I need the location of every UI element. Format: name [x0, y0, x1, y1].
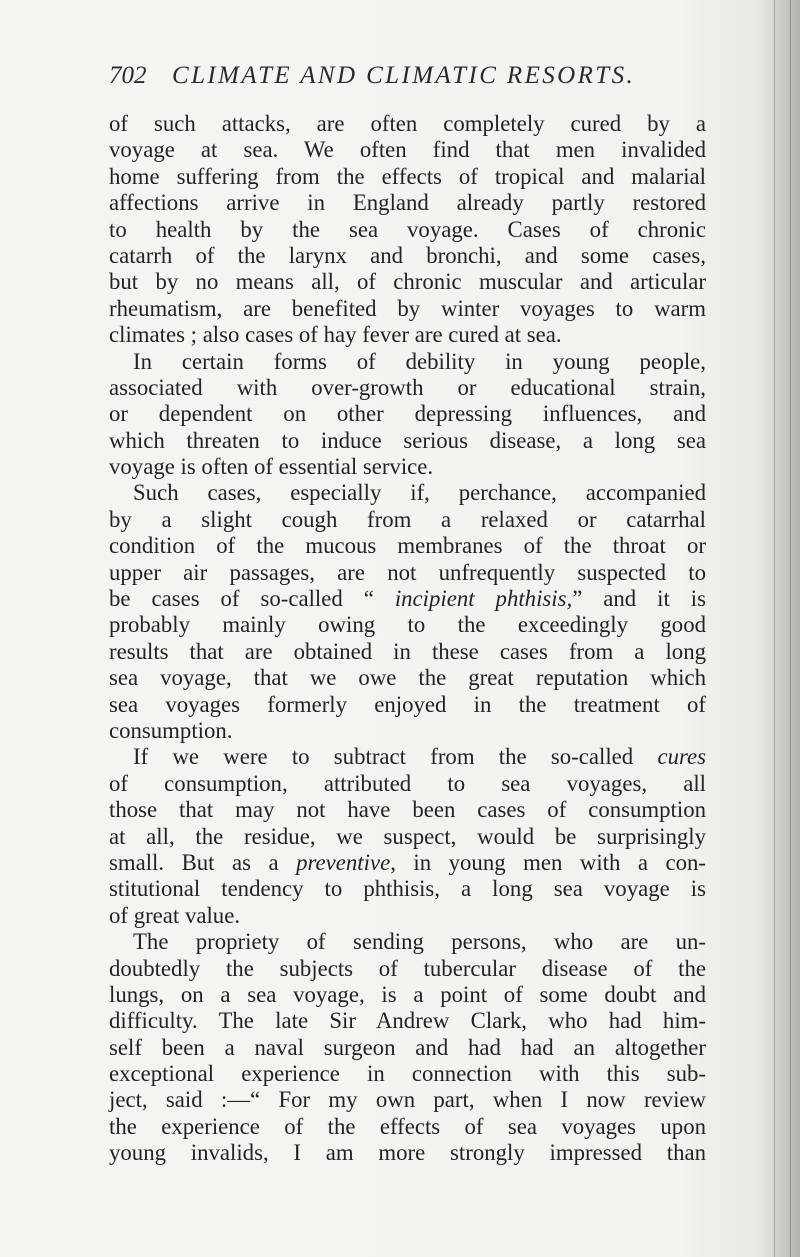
text-line: [109, 1035, 706, 1061]
text-segment: self been a naval surgeon and had had an altogether: [109, 1034, 706, 1060]
text-line: [109, 296, 706, 322]
text-line: [109, 956, 706, 982]
text-line: [109, 824, 706, 850]
text-line: [109, 164, 706, 190]
text-segment: or dependent on other depressing influences, and: [109, 401, 706, 427]
text-segment: which threaten to induce serious disease, a long sea: [109, 427, 706, 453]
text-line: [109, 137, 706, 163]
text-segment: sea voyages formerly enjoyed in the treatment of: [109, 691, 706, 717]
text-line: [109, 243, 706, 269]
text-line: [109, 1008, 706, 1034]
text-segment: If we were to subtract from the so-called: [133, 744, 658, 770]
text-line: [109, 612, 706, 638]
text-segment: lungs, on a sea voyage, is a point of some doubt and: [109, 981, 706, 1007]
text-line: [109, 349, 706, 375]
text-segment: doubtedly the subjects of tubercular disease of the: [109, 955, 706, 981]
text-segment: The propriety of sending persons, who are un-: [133, 929, 706, 955]
text-line: [109, 1140, 706, 1166]
binding-edge-line: [790, 0, 791, 1257]
italic-text: cures: [657, 744, 706, 770]
text-segment: results that are obtained in these cases from a long: [109, 638, 706, 664]
text-segment: of great value.: [109, 902, 241, 928]
text-segment: home suffering from the effects of tropical and malarial: [109, 163, 706, 189]
text-line: [109, 982, 706, 1008]
text-line: [109, 665, 706, 691]
text-line: [109, 375, 706, 401]
text-segment: probably mainly owing to the exceedingly good: [109, 612, 706, 638]
text-segment: rheumatism, are benefited by winter voyages to warm: [109, 295, 706, 321]
text-segment: to health by the sea voyage. Cases of chronic: [109, 216, 706, 242]
text-segment: voyage at sea. We often find that men invalided: [109, 137, 706, 163]
text-line: [109, 692, 706, 718]
text-segment: ” and it is: [572, 586, 706, 612]
body-text: [109, 111, 706, 1167]
text-segment: affections arrive in England already partly restored: [109, 190, 706, 216]
binding-shadow: [760, 0, 800, 1257]
text-line: [109, 454, 706, 480]
text-line: [109, 269, 706, 295]
italic-text: preventive,: [296, 849, 396, 875]
text-line: [109, 929, 706, 955]
text-line: [109, 560, 706, 586]
text-segment: ject, said :—“ For my own part, when I now review: [109, 1087, 706, 1113]
text-line: [109, 533, 706, 559]
text-line: [109, 190, 706, 216]
text-segment: upper air passages, are not unfrequently suspected to: [109, 559, 706, 585]
text-line: [109, 639, 706, 665]
text-segment: at all, the residue, we suspect, would be surprisingly: [109, 823, 706, 849]
text-segment: sea voyage, that we owe the great reputation which: [109, 665, 706, 691]
text-segment: but by no means all, of chronic muscular and articular: [109, 269, 706, 295]
text-segment: small. But as a: [109, 849, 297, 875]
text-segment: by a slight cough from a relaxed or catarrhal: [109, 506, 706, 532]
text-segment: catarrh of the larynx and bronchi, and some cases,: [109, 242, 706, 268]
italic-text: incipient phthisis,: [394, 586, 573, 612]
text-segment: of consumption, attributed to sea voyages, all: [109, 770, 706, 796]
text-line: [109, 401, 706, 427]
text-segment: In certain forms of debility in young people,: [133, 348, 706, 374]
text-segment: Such cases, especially if, perchance, accompanied: [133, 480, 706, 506]
text-line: [109, 797, 706, 823]
text-segment: young invalids, I am more strongly impressed than: [109, 1140, 706, 1166]
text-segment: the experience of the effects of sea voyages upon: [109, 1113, 706, 1139]
text-segment: associated with over-growth or educational strain,: [109, 374, 706, 400]
text-line: [109, 111, 706, 137]
text-segment: voyage is often of essential service.: [109, 454, 434, 480]
text-line: [109, 718, 706, 744]
text-segment: in young men with a con-: [395, 849, 707, 875]
text-line: [109, 876, 706, 902]
text-line: [109, 586, 706, 612]
text-line: [109, 428, 706, 454]
page-number: 702: [109, 62, 147, 89]
text-line: [109, 903, 706, 929]
text-segment: exceptional experience in connection with this sub-: [109, 1061, 706, 1087]
text-segment: stitutional tendency to phthisis, a long sea voyage is: [109, 876, 706, 902]
text-segment: be cases of so-called “: [109, 586, 395, 612]
page-header: [109, 60, 709, 92]
text-line: [109, 507, 706, 533]
binding-edge-line: [774, 0, 775, 1257]
text-line: [109, 217, 706, 243]
text-segment: consumption.: [109, 717, 233, 743]
text-line: [109, 322, 706, 348]
text-line: [109, 1061, 706, 1087]
text-line: [109, 744, 706, 770]
text-line: [109, 1087, 706, 1113]
text-line: [109, 480, 706, 506]
text-segment: those that may not have been cases of consumption: [109, 797, 706, 823]
text-line: [109, 771, 706, 797]
text-line: [109, 1114, 706, 1140]
text-segment: climates ; also cases of hay fever are cured at sea.: [109, 322, 562, 348]
running-title: CLIMATE AND CLIMATIC RESORTS.: [172, 62, 636, 89]
text-segment: difficulty. The late Sir Andrew Clark, who had him-: [109, 1008, 706, 1034]
text-segment: condition of the mucous membranes of the throat or: [109, 533, 706, 559]
text-segment: of such attacks, are often completely cured by a: [109, 111, 706, 136]
text-line: [109, 850, 706, 876]
